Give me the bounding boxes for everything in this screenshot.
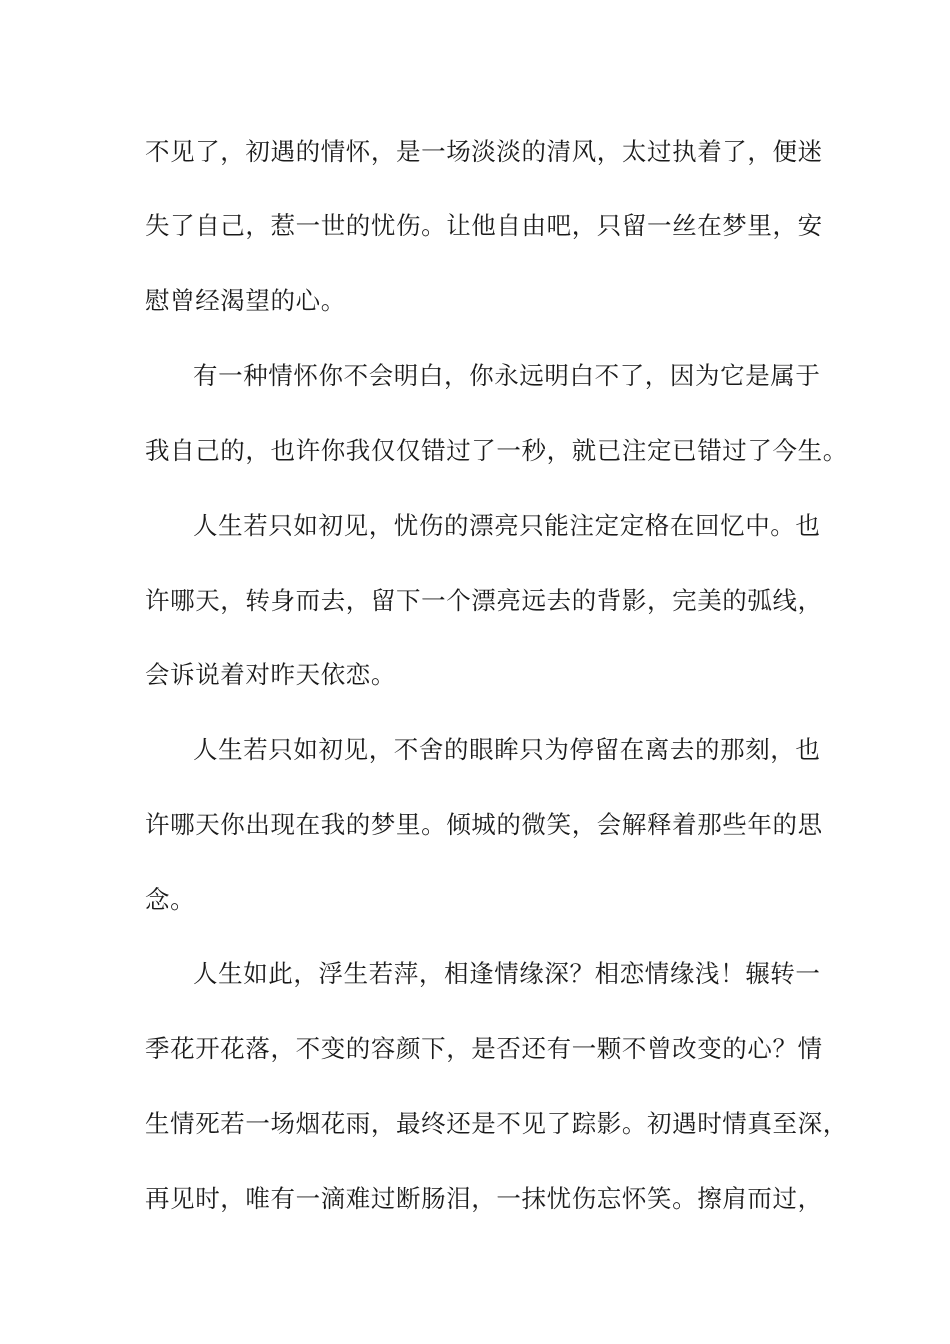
text-line: 许哪天，转身而去，留下一个漂亮远去的背影，完美的弧线，: [145, 586, 823, 615]
text-line: 我自己的，也许你我仅仅错过了一秒，就已注定已错过了今生。: [145, 436, 848, 465]
text-line: 失了自己，惹一世的忧伤。让他自由吧，只留一丝在梦里，安: [145, 211, 823, 240]
paragraph-first-line: 有一种情怀你不会明白，你永远明白不了，因为它是属于: [193, 361, 821, 390]
text-line: 生情死若一场烟花雨，最终还是不见了踪影。初遇时情真至深，: [145, 1109, 848, 1138]
text-line: 许哪天你出现在我的梦里。倾城的微笑，会解释着那些年的思: [145, 810, 823, 839]
text-line: 季花开花落，不变的容颜下，是否还有一颗不曾改变的心？情: [145, 1034, 823, 1063]
paragraph-first-line: 人生若只如初见，不舍的眼眸只为停留在离去的那刻，也: [193, 735, 821, 764]
text-line: 会诉说着对昨天依恋。: [145, 660, 396, 689]
text-line: 不见了，初遇的情怀，是一场淡淡的清风，太过执着了，便迷: [145, 137, 823, 166]
paragraph-first-line: 人生若只如初见，忧伤的漂亮只能注定定格在回忆中。也: [193, 511, 821, 540]
text-line: 再见时，唯有一滴难过断肠泪，一抹忧伤忘怀笑。擦肩而过，: [145, 1184, 823, 1213]
text-line: 慰曾经渴望的心。: [145, 286, 346, 315]
paragraph-first-line: 人生如此，浮生若萍，相逢情缘深？相恋情缘浅！辗转一: [193, 959, 821, 988]
text-line: 念。: [145, 885, 196, 914]
